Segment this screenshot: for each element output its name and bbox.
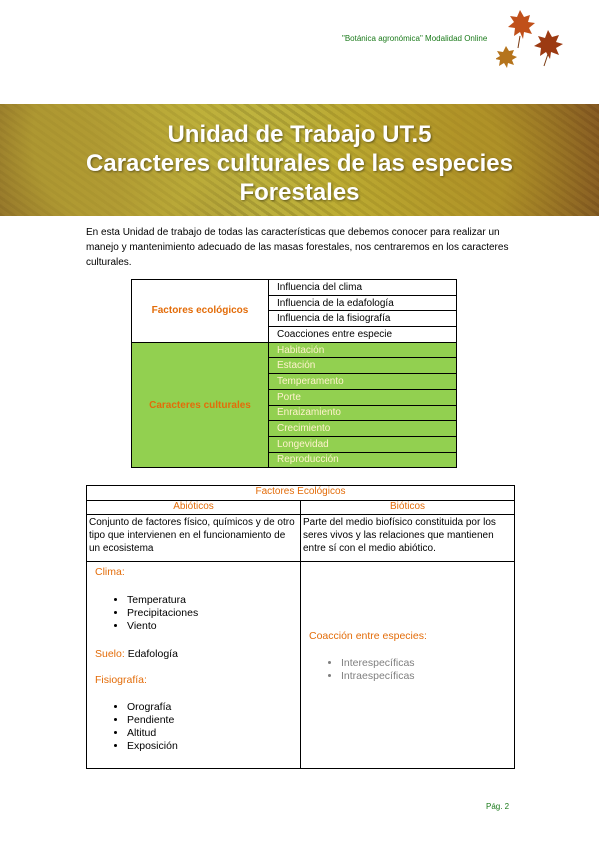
table1-cell: Longevidad [269,436,457,452]
bioticos-description: Parte del medio biofísico constituida por los seres vivos y las relaciones que mantienen entre sí con el medio abiótico. [301,515,515,562]
table1-cell: Enraizamiento [269,405,457,421]
title-line-2: Caracteres culturales de las especies [86,150,513,177]
table2-title: Factores Ecológicos [87,486,515,501]
table1-cell: Habitación [269,342,457,358]
document-title [0,120,599,207]
abioticos-header: Abióticos [87,501,301,515]
table1-cell: Porte [269,389,457,405]
caracteres-culturales-label: Caracteres culturales [132,342,269,468]
factors-summary-table [131,279,457,468]
table1-cell: Crecimiento [269,421,457,437]
table1-cell: Influencia de la edafología [269,295,457,311]
title-line-1: Unidad de Trabajo UT.5 [167,121,432,148]
list-item: • Temperatura [127,594,295,607]
clima-list [95,594,295,633]
bioticos-header: Bióticos [301,501,515,515]
list-item: • Pendiente [127,714,295,727]
table1-cell: Temperamento [269,374,457,390]
fisiografia-list [95,701,295,753]
list-item: • Intraespecíficas [341,670,509,683]
intro-paragraph: En esta Unidad de trabajo de todas las características que debemos conocer para realizar un manejo y mantenimiento adecuado de las masas forestales, nos centraremos en los caracteres culturales. [86,227,509,268]
abioticos-description: Conjunto de factores físico, químicos y de otro tipo que intervienen en el funcionamiento de un ecosistema [87,515,301,562]
title-banner [0,104,599,216]
title-line-3: Forestales [239,179,360,206]
autumn-leaves-icon [496,8,568,70]
list-item: • Exposición [127,740,295,753]
table1-cell: Reproducción [269,452,457,468]
coaccion-list [309,657,509,683]
suelo-row [95,648,295,660]
fisiografia-label: Fisiografía: [95,674,147,686]
abioticos-detail-cell [87,562,301,769]
clima-label: Clima: [95,566,125,578]
suelo-label: Suelo: [95,648,125,660]
table1-cell: Influencia de la fisiografía [269,311,457,327]
page-number: Pág. 2 [486,802,510,811]
table1-cell: Influencia del clima [269,280,457,296]
table1-cell: Coacciones entre especie [269,327,457,343]
table1-cell: Estación [269,358,457,374]
ecological-factors-table [86,485,515,769]
list-item: • Precipitaciones [127,607,295,620]
factores-ecologicos-label: Factores ecológicos [132,280,269,343]
list-item: • Viento [127,620,295,633]
document-header-note: "Botánica agronómica" Modalidad Online [342,34,488,43]
suelo-value: Edafología [127,648,178,660]
list-item: • Altitud [127,727,295,740]
list-item: • Interespecíficas [341,657,509,670]
list-item: • Orografía [127,701,295,714]
coaccion-label: Coacción entre especies: [309,630,427,642]
bioticos-detail-cell [301,562,515,769]
